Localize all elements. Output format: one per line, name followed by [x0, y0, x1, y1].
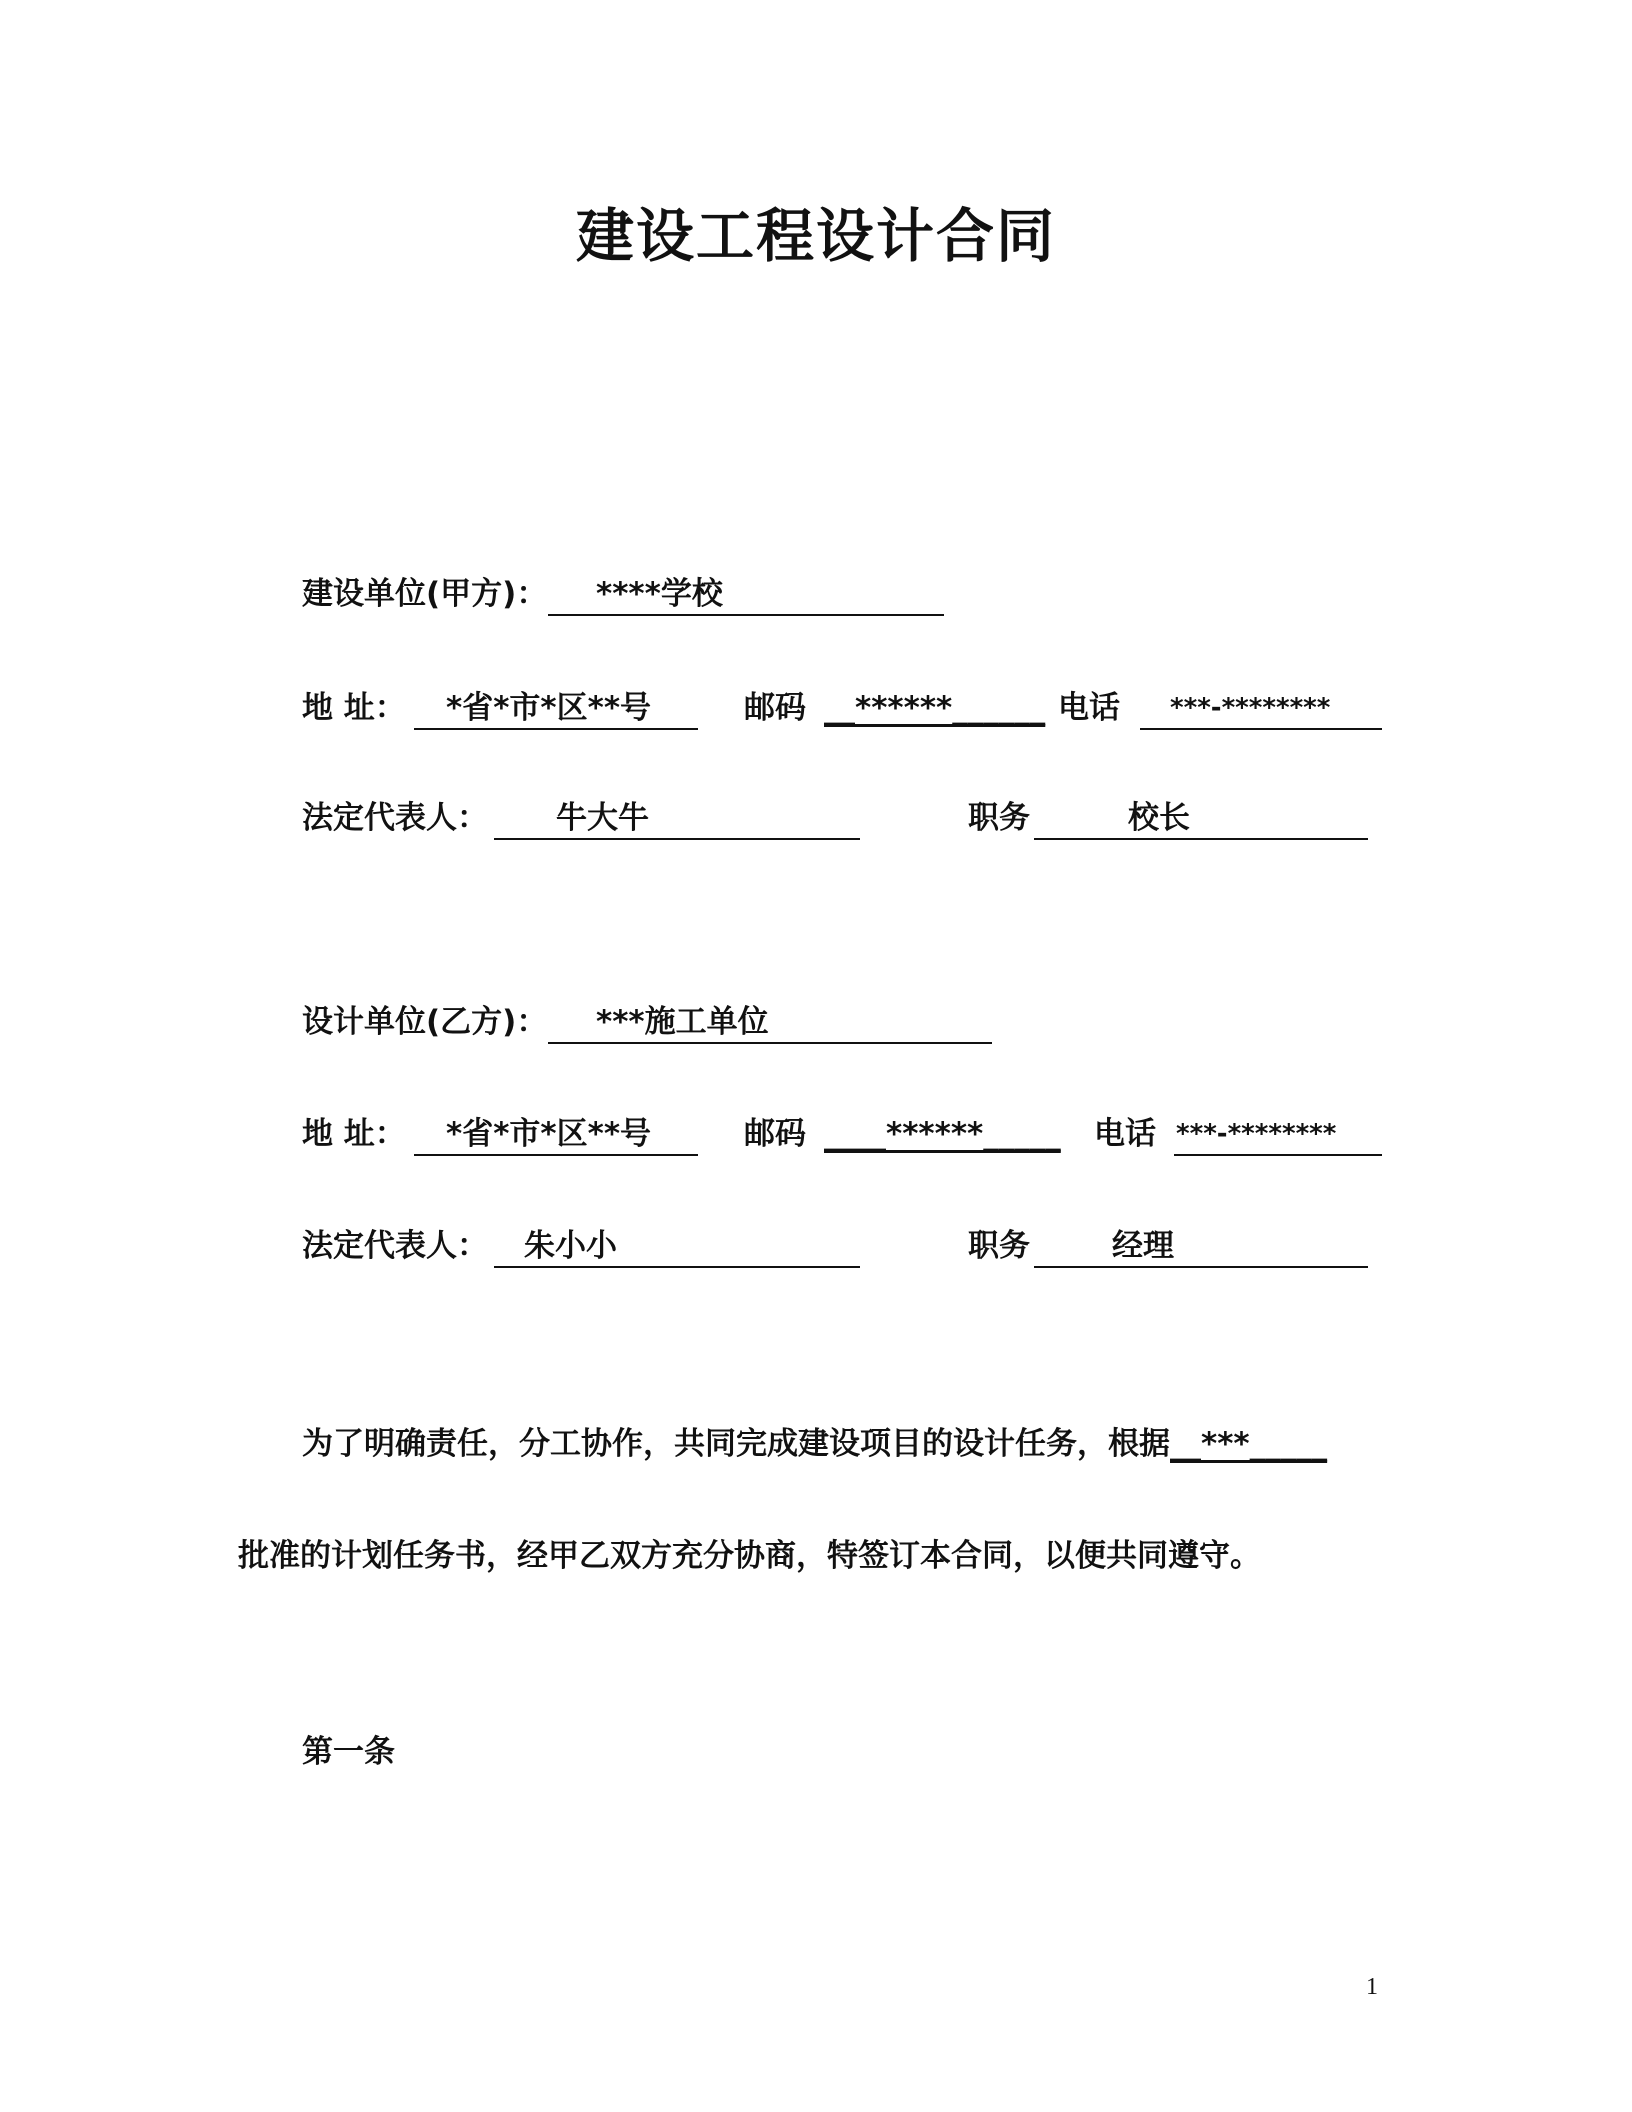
party-a-rep-value: 牛大牛	[556, 800, 649, 836]
preamble-line-1-text: 为了明确责任，分工协作，共同完成建设项目的设计任务，根据	[302, 1426, 1170, 1462]
party-a-unit-field	[548, 572, 944, 616]
party-a-unit-value: ****学校	[596, 576, 723, 612]
party-a-position-field	[1034, 796, 1368, 840]
party-b-rep-value: 朱小小	[524, 1228, 617, 1264]
party-a-position-value: 校长	[1128, 800, 1190, 836]
party-b-address-label: 地 址：	[302, 1116, 406, 1152]
party-a-phone-label: 电话	[1058, 690, 1120, 726]
preamble-blank: __***_____	[1170, 1426, 1328, 1462]
party-a-phone-value: ***-********	[1170, 693, 1331, 723]
party-a-postcode-value: __******______	[824, 690, 1046, 726]
party-a-unit-label: 建设单位(甲方)：	[302, 576, 548, 612]
party-b-address-field	[414, 1112, 698, 1156]
party-b-postcode-label: 邮码	[744, 1116, 806, 1152]
party-b-position-label: 职务	[968, 1228, 1030, 1264]
party-b-phone-label: 电话	[1094, 1116, 1156, 1152]
party-b-unit-value: ***施工单位	[596, 1004, 769, 1040]
party-b-position-value: 经理	[1112, 1228, 1174, 1264]
party-b-phone-field	[1174, 1112, 1382, 1156]
party-a-address-value: *省*市*区**号	[446, 690, 652, 726]
party-a-rep-field	[494, 796, 860, 840]
article-1-heading: 第一条	[302, 1734, 395, 1770]
party-b-rep-label: 法定代表人：	[302, 1228, 488, 1264]
party-b-unit-field	[548, 1000, 992, 1044]
party-a-phone-field	[1140, 686, 1382, 730]
party-a-address-label: 地 址：	[302, 690, 406, 726]
party-b-rep-field	[494, 1224, 860, 1268]
party-b-unit-label: 设计单位(乙方)：	[302, 1004, 548, 1040]
party-a-position-label: 职务	[968, 800, 1030, 836]
party-b-phone-value: ***-********	[1176, 1119, 1337, 1149]
preamble-line-2: 批准的计划任务书，经甲乙双方充分协商，特签订本合同，以便共同遵守。	[238, 1538, 1261, 1574]
page-number: 1	[1366, 1974, 1378, 2000]
party-b-postcode-value: ____******_____	[824, 1116, 1061, 1152]
document-title: 建设工程设计合同	[575, 202, 1056, 270]
party-b-position-field	[1034, 1224, 1368, 1268]
party-a-postcode-label: 邮码	[744, 690, 806, 726]
party-b-address-value: *省*市*区**号	[446, 1116, 652, 1152]
party-a-address-field	[414, 686, 698, 730]
party-a-rep-label: 法定代表人：	[302, 800, 488, 836]
preamble-line-1	[302, 1422, 1327, 1466]
